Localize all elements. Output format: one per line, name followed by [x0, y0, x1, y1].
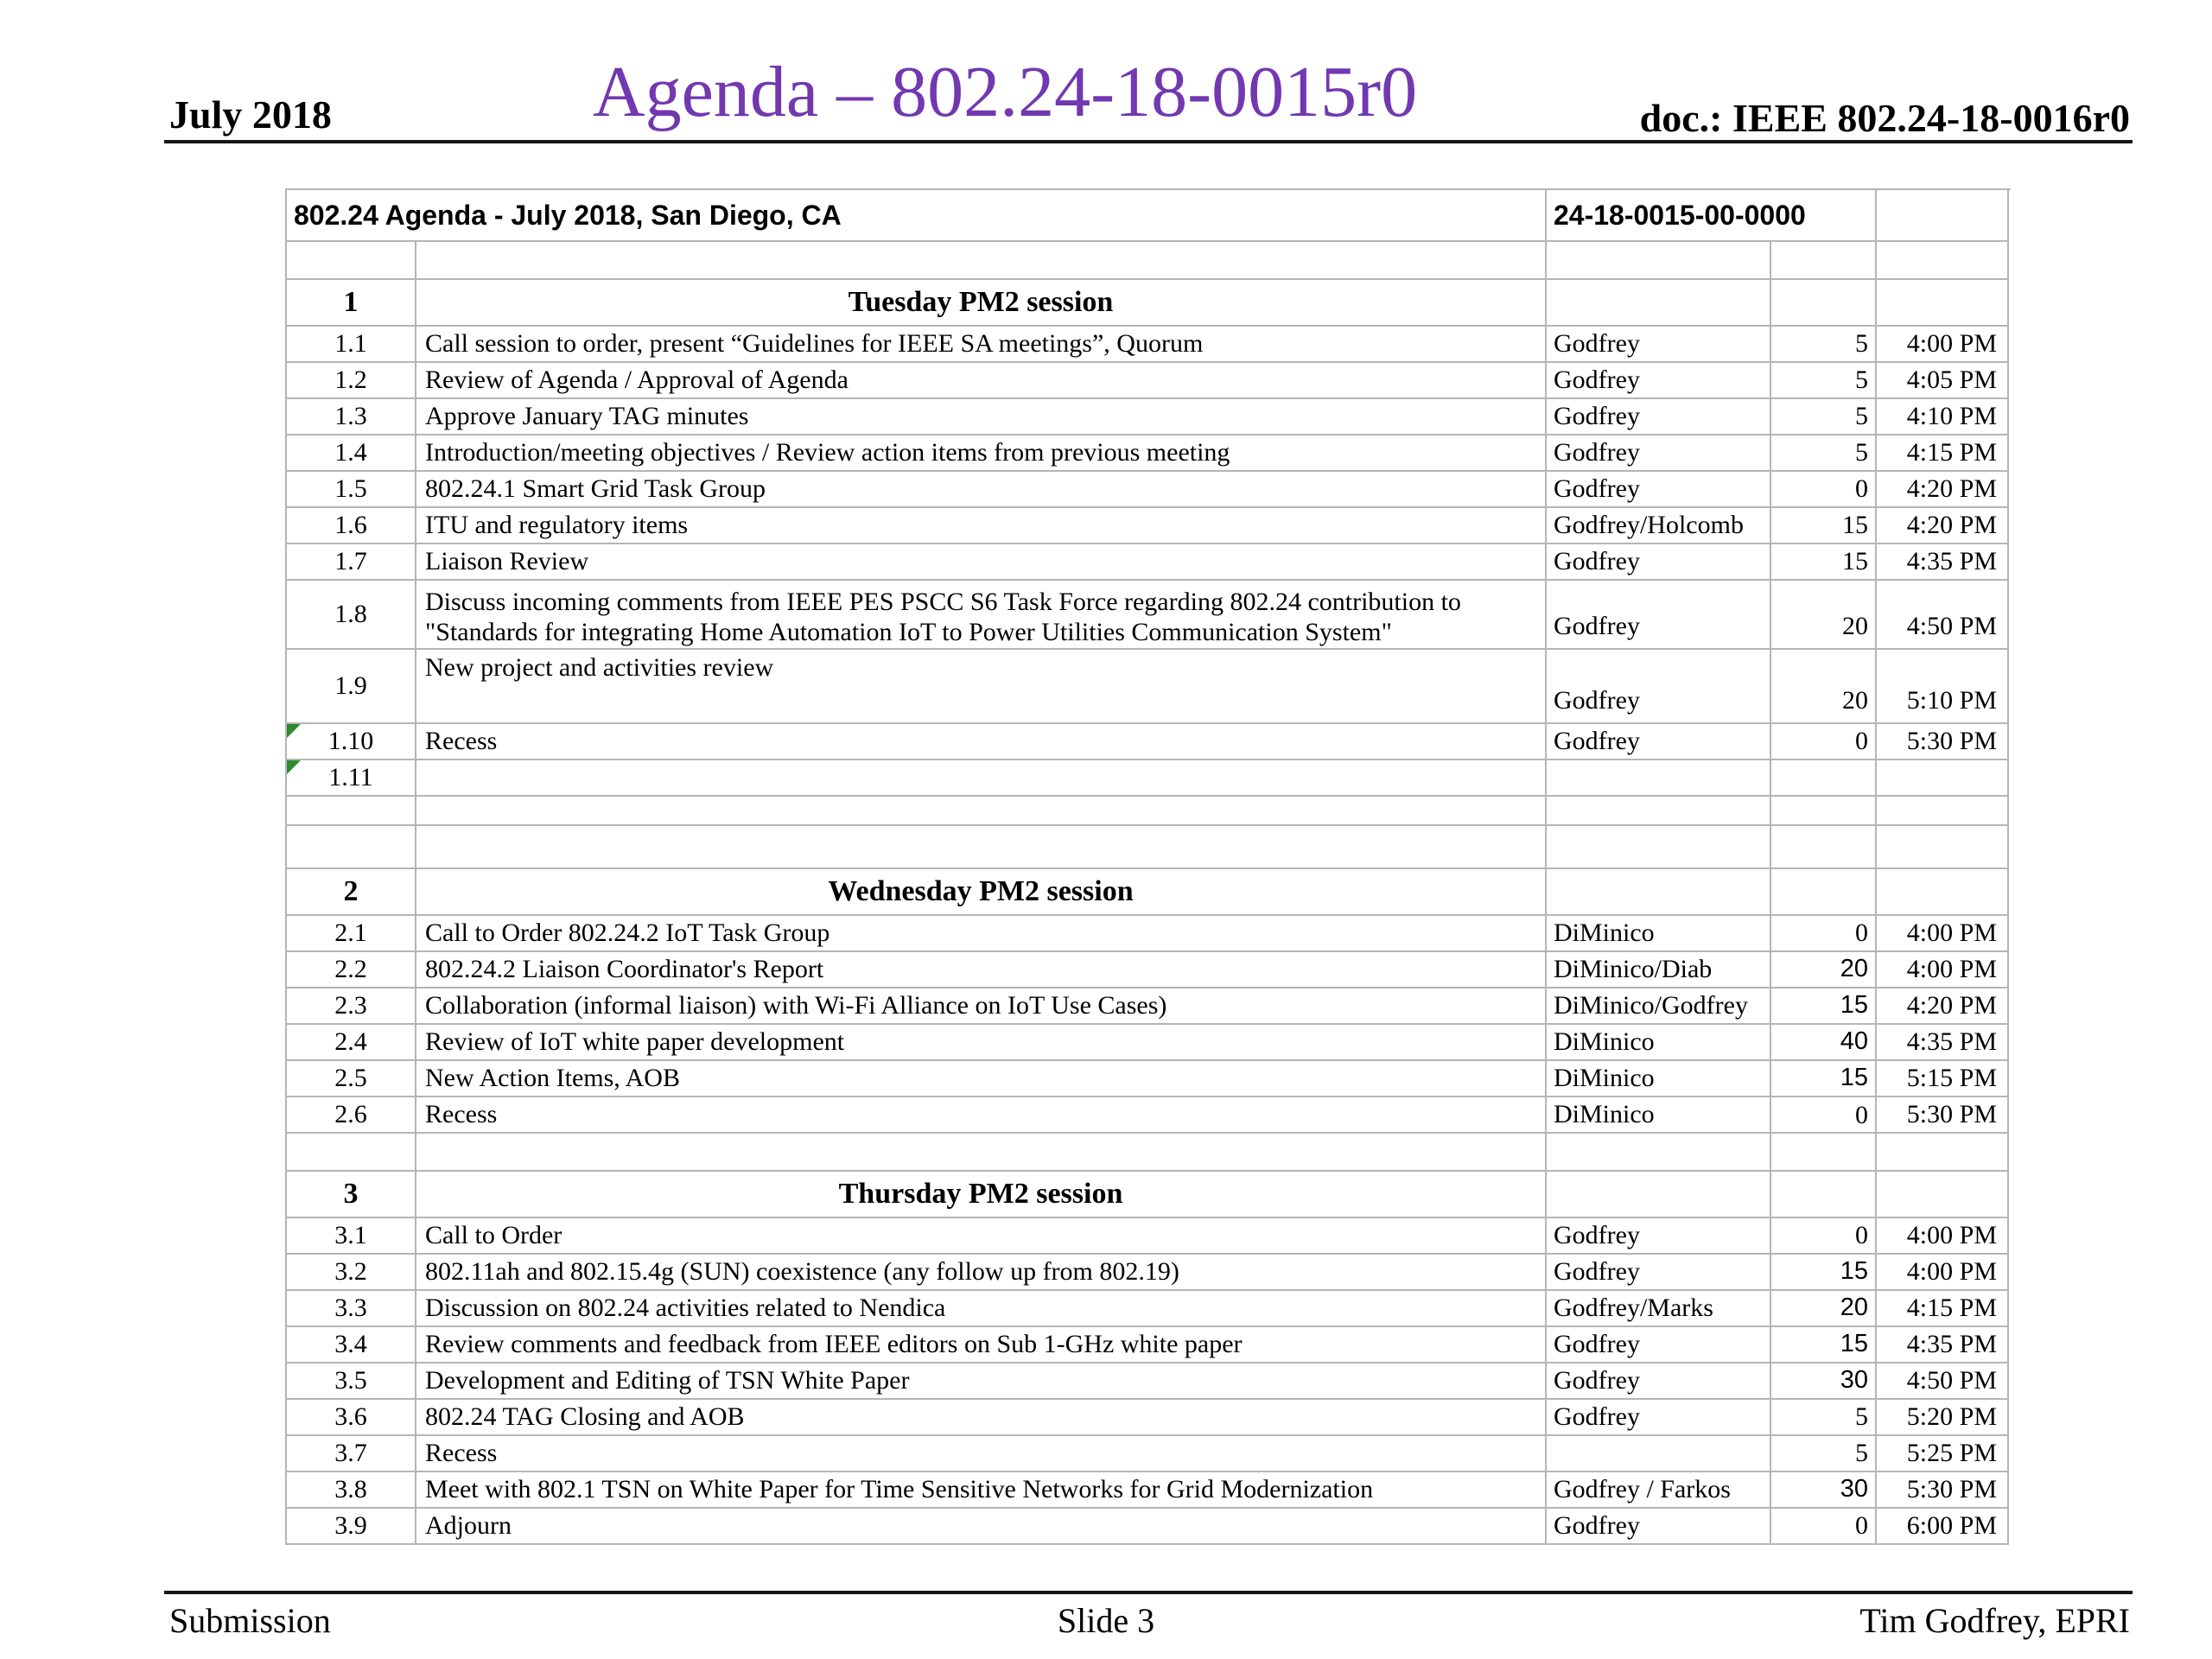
presenter-cell: Godfrey [1547, 1509, 1771, 1545]
agenda-item-row [287, 1097, 2009, 1134]
minutes-cell: 20 [1771, 650, 1877, 724]
minutes-cell: 20 [1771, 952, 1877, 988]
description-cell: Call session to order, present “Guidelines for IEEE SA meetings”, Quorum [416, 327, 1547, 363]
time-cell [1877, 797, 2009, 826]
agenda-item-row [287, 1291, 2009, 1327]
presenter-cell: Godfrey / Farkos [1547, 1472, 1771, 1509]
description-cell: 802.24 TAG Closing and AOB [416, 1400, 1547, 1436]
description-cell: Collaboration (informal liaison) with Wi-Fi Alliance on IoT Use Cases) [416, 988, 1547, 1025]
agenda-item-row [287, 760, 2009, 797]
minutes-cell: 5 [1771, 1400, 1877, 1436]
description-cell [416, 797, 1547, 826]
agenda-item-row [287, 435, 2009, 472]
time-cell: 4:00 PM [1877, 916, 2009, 952]
time-cell: 4:35 PM [1877, 1327, 2009, 1363]
description-cell: Approve January TAG minutes [416, 399, 1547, 435]
presenter-cell: Godfrey [1547, 399, 1771, 435]
minutes-cell: 15 [1771, 1061, 1877, 1097]
presenter-cell [1547, 760, 1771, 797]
presenter-cell: Godfrey/Marks [1547, 1291, 1771, 1327]
minutes-cell: 5 [1771, 363, 1877, 399]
agenda-item-row [287, 508, 2009, 544]
presenter-cell: Godfrey [1547, 650, 1771, 724]
table-title-spacer [1877, 190, 2009, 242]
item-number-cell [287, 1134, 416, 1172]
presenter-cell [1547, 1172, 1771, 1218]
section-row [287, 869, 2009, 916]
item-number-cell: 1.10 [287, 724, 416, 760]
time-cell: 4:15 PM [1877, 1291, 2009, 1327]
presenter-cell [1547, 869, 1771, 916]
presenter-cell: DiMinico [1547, 916, 1771, 952]
presenter-cell [1547, 242, 1771, 280]
item-number-cell: 3.9 [287, 1509, 416, 1545]
time-cell: 5:30 PM [1877, 1472, 2009, 1509]
header-date: July 2018 [169, 92, 332, 137]
presenter-cell: Godfrey [1547, 1255, 1771, 1291]
item-number-cell: 3.3 [287, 1291, 416, 1327]
section-title: Thursday PM2 session [416, 1172, 1547, 1218]
time-cell [1877, 280, 2009, 327]
time-cell: 4:35 PM [1877, 1025, 2009, 1061]
footer-divider-line [164, 1591, 2133, 1594]
item-number-cell: 3.8 [287, 1472, 416, 1509]
table-doc-number: 24-18-0015-00-0000 [1547, 190, 1877, 242]
description-cell: New project and activities review [416, 650, 1547, 724]
item-number-cell: 3.6 [287, 1400, 416, 1436]
agenda-item-row [287, 1218, 2009, 1255]
item-number-cell: 3.5 [287, 1363, 416, 1400]
time-cell: 4:10 PM [1877, 399, 2009, 435]
description-cell: ITU and regulatory items [416, 508, 1547, 544]
minutes-cell: 15 [1771, 544, 1877, 581]
item-number-cell: 1.7 [287, 544, 416, 581]
time-cell: 5:30 PM [1877, 1097, 2009, 1134]
description-cell: New Action Items, AOB [416, 1061, 1547, 1097]
description-cell: 802.24.1 Smart Grid Task Group [416, 472, 1547, 508]
description-line: "Standards for integrating Home Automation IoT to Power Utilities Communication System" [425, 617, 1392, 646]
item-number-cell: 2.3 [287, 988, 416, 1025]
section-title: Wednesday PM2 session [416, 869, 1547, 916]
agenda-item-row [287, 544, 2009, 581]
agenda-item-row [287, 472, 2009, 508]
header-doc-number: doc.: IEEE 802.24-18-0016r0 [1639, 96, 2130, 140]
minutes-cell: 5 [1771, 327, 1877, 363]
presenter-cell [1547, 280, 1771, 327]
item-number-cell: 3.7 [287, 1436, 416, 1472]
time-cell: 4:00 PM [1877, 1255, 2009, 1291]
item-number-cell: 1.6 [287, 508, 416, 544]
minutes-cell: 5 [1771, 1436, 1877, 1472]
presenter-cell: Godfrey [1547, 1363, 1771, 1400]
item-number-cell: 2.2 [287, 952, 416, 988]
agenda-item-row [287, 1472, 2009, 1509]
time-cell [1877, 1172, 2009, 1218]
presenter-cell: Godfrey [1547, 1400, 1771, 1436]
description-cell: 802.24.2 Liaison Coordinator's Report [416, 952, 1547, 988]
agenda-item-row [287, 1255, 2009, 1291]
section-number: 3 [287, 1172, 416, 1218]
presenter-cell: Godfrey [1547, 544, 1771, 581]
description-cell: Liaison Review [416, 544, 1547, 581]
slide-title: Agenda – 802.24-18-0015r0 [592, 52, 1418, 132]
blank-row [287, 242, 2009, 280]
agenda-item-row [287, 952, 2009, 988]
minutes-cell [1771, 797, 1877, 826]
minutes-cell: 15 [1771, 988, 1877, 1025]
presenter-cell: Godfrey/Holcomb [1547, 508, 1771, 544]
presenter-cell: DiMinico/Diab [1547, 952, 1771, 988]
description-cell: Adjourn [416, 1509, 1547, 1545]
time-cell: 4:15 PM [1877, 435, 2009, 472]
time-cell: 5:20 PM [1877, 1400, 2009, 1436]
minutes-cell: 30 [1771, 1472, 1877, 1509]
blank-row [287, 1134, 2009, 1172]
minutes-cell: 5 [1771, 435, 1877, 472]
presenter-cell: Godfrey [1547, 1327, 1771, 1363]
time-cell: 4:50 PM [1877, 581, 2009, 650]
minutes-cell [1771, 869, 1877, 916]
agenda-item-row [287, 581, 2009, 650]
description-cell: Recess [416, 1097, 1547, 1134]
time-cell: 4:35 PM [1877, 544, 2009, 581]
time-cell: 4:05 PM [1877, 363, 2009, 399]
minutes-cell: 30 [1771, 1363, 1877, 1400]
item-number-cell: 1.1 [287, 327, 416, 363]
time-cell [1877, 242, 2009, 280]
minutes-cell [1771, 280, 1877, 327]
section-row [287, 1172, 2009, 1218]
agenda-item-row [287, 363, 2009, 399]
blank-row [287, 826, 2009, 869]
agenda-item-row [287, 399, 2009, 435]
presenter-cell [1547, 826, 1771, 869]
description-cell [416, 826, 1547, 869]
time-cell [1877, 760, 2009, 797]
presenter-cell: Godfrey [1547, 1218, 1771, 1255]
time-cell: 5:30 PM [1877, 724, 2009, 760]
description-cell: Recess [416, 1436, 1547, 1472]
minutes-cell: 0 [1771, 1218, 1877, 1255]
minutes-cell: 0 [1771, 724, 1877, 760]
item-number-cell: 3.4 [287, 1327, 416, 1363]
minutes-cell: 0 [1771, 1097, 1877, 1134]
minutes-cell: 0 [1771, 1509, 1877, 1545]
footer-author: Tim Godfrey, EPRI [1859, 1601, 2130, 1640]
time-cell [1877, 869, 2009, 916]
section-number: 1 [287, 280, 416, 327]
presenter-cell: Godfrey [1547, 581, 1771, 650]
description-cell: 802.11ah and 802.15.4g (SUN) coexistence (any follow up from 802.19) [416, 1255, 1547, 1291]
presenter-cell: DiMinico [1547, 1061, 1771, 1097]
section-title: Tuesday PM2 session [416, 280, 1547, 327]
description-cell [416, 581, 1547, 650]
description-cell: Recess [416, 724, 1547, 760]
presenter-cell [1547, 1134, 1771, 1172]
minutes-cell: 15 [1771, 1327, 1877, 1363]
time-cell: 4:20 PM [1877, 472, 2009, 508]
agenda-item-row [287, 327, 2009, 363]
item-number-cell [287, 797, 416, 826]
minutes-cell: 15 [1771, 1255, 1877, 1291]
minutes-cell: 15 [1771, 508, 1877, 544]
blank-row [287, 797, 2009, 826]
description-cell [416, 1134, 1547, 1172]
agenda-item-row [287, 650, 2009, 724]
item-number-cell: 1.4 [287, 435, 416, 472]
header-divider-line [164, 140, 2133, 143]
time-cell: 4:20 PM [1877, 988, 2009, 1025]
time-cell: 4:50 PM [1877, 1363, 2009, 1400]
time-cell: 4:00 PM [1877, 1218, 2009, 1255]
agenda-table [285, 188, 2011, 1545]
agenda-item-row [287, 1327, 2009, 1363]
description-cell: Review of Agenda / Approval of Agenda [416, 363, 1547, 399]
section-number: 2 [287, 869, 416, 916]
item-number-cell: 3.1 [287, 1218, 416, 1255]
minutes-cell: 0 [1771, 472, 1877, 508]
presenter-cell: DiMinico/Godfrey [1547, 988, 1771, 1025]
minutes-cell: 0 [1771, 916, 1877, 952]
item-number-cell: 2.1 [287, 916, 416, 952]
minutes-cell [1771, 1134, 1877, 1172]
presenter-cell: Godfrey [1547, 724, 1771, 760]
table-title-row [287, 190, 2009, 242]
item-number-cell [287, 242, 416, 280]
description-cell: Call to Order [416, 1218, 1547, 1255]
time-cell: 5:25 PM [1877, 1436, 2009, 1472]
agenda-item-row [287, 1400, 2009, 1436]
item-number-cell: 2.6 [287, 1097, 416, 1134]
agenda-item-row [287, 724, 2009, 760]
item-number-cell: 1.11 [287, 760, 416, 797]
agenda-item-row [287, 916, 2009, 952]
item-number-cell: 1.9 [287, 650, 416, 724]
presenter-cell: Godfrey [1547, 327, 1771, 363]
description-cell: Call to Order 802.24.2 IoT Task Group [416, 916, 1547, 952]
description-cell: Review comments and feedback from IEEE editors on Sub 1-GHz white paper [416, 1327, 1547, 1363]
table-title: 802.24 Agenda - July 2018, San Diego, CA [287, 190, 1547, 242]
description-cell [416, 242, 1547, 280]
time-cell: 4:20 PM [1877, 508, 2009, 544]
footer-submission-label: Submission [169, 1601, 331, 1640]
description-cell: Review of IoT white paper development [416, 1025, 1547, 1061]
time-cell: 4:00 PM [1877, 327, 2009, 363]
presenter-cell: Godfrey [1547, 363, 1771, 399]
presenter-cell [1547, 797, 1771, 826]
item-number-cell: 1.3 [287, 399, 416, 435]
agenda-item-row [287, 1509, 2009, 1545]
time-cell: 5:10 PM [1877, 650, 2009, 724]
description-line: Discuss incoming comments from IEEE PES PSCC S6 Task Force regarding 802.24 contribution to [425, 588, 1461, 616]
description-cell: Development and Editing of TSN White Paper [416, 1363, 1547, 1400]
section-row [287, 280, 2009, 327]
minutes-cell [1771, 1172, 1877, 1218]
time-cell [1877, 826, 2009, 869]
minutes-cell [1771, 242, 1877, 280]
minutes-cell [1771, 760, 1877, 797]
agenda-item-row [287, 1061, 2009, 1097]
description-cell: Discussion on 802.24 activities related to Nendica [416, 1291, 1547, 1327]
presenter-cell: Godfrey [1547, 472, 1771, 508]
agenda-item-row [287, 1363, 2009, 1400]
minutes-cell [1771, 826, 1877, 869]
agenda-item-row [287, 1436, 2009, 1472]
time-cell: 5:15 PM [1877, 1061, 2009, 1097]
minutes-cell: 40 [1771, 1025, 1877, 1061]
item-number-cell: 1.5 [287, 472, 416, 508]
time-cell [1877, 1134, 2009, 1172]
agenda-item-row [287, 988, 2009, 1025]
item-number-cell [287, 826, 416, 869]
presenter-cell: DiMinico [1547, 1025, 1771, 1061]
description-cell [416, 760, 1547, 797]
minutes-cell: 20 [1771, 1291, 1877, 1327]
item-number-cell: 1.2 [287, 363, 416, 399]
minutes-cell: 5 [1771, 399, 1877, 435]
footer-slide-number: Slide 3 [1057, 1601, 1155, 1640]
agenda-item-row [287, 1025, 2009, 1061]
minutes-cell: 20 [1771, 581, 1877, 650]
description-cell: Meet with 802.1 TSN on White Paper for Time Sensitive Networks for Grid Modernization [416, 1472, 1547, 1509]
time-cell: 6:00 PM [1877, 1509, 2009, 1545]
item-number-cell: 2.5 [287, 1061, 416, 1097]
time-cell: 4:00 PM [1877, 952, 2009, 988]
item-number-cell: 1.8 [287, 581, 416, 650]
description-cell: Introduction/meeting objectives / Review action items from previous meeting [416, 435, 1547, 472]
item-number-cell: 2.4 [287, 1025, 416, 1061]
item-number-cell: 3.2 [287, 1255, 416, 1291]
presenter-cell: Godfrey [1547, 435, 1771, 472]
presenter-cell [1547, 1436, 1771, 1472]
presenter-cell: DiMinico [1547, 1097, 1771, 1134]
